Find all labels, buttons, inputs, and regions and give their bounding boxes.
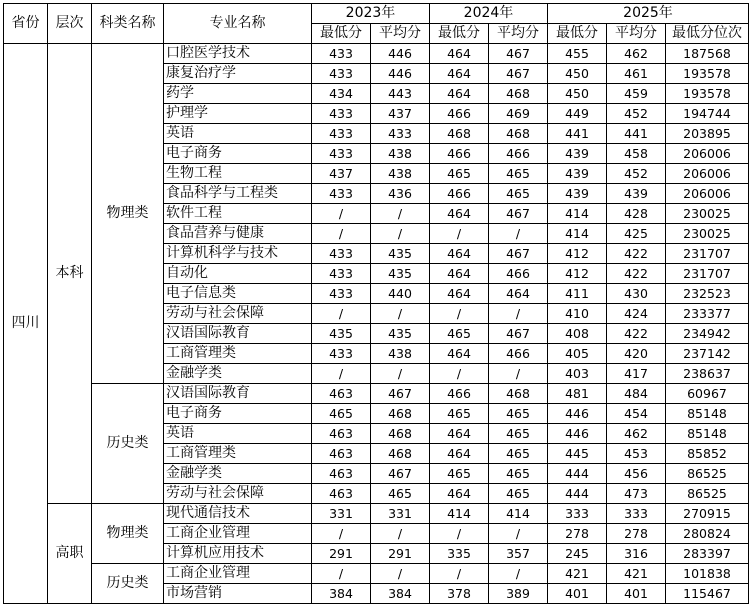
score-2025-avg-cell: 453 [607,444,666,464]
score-2023-avg-cell: 384 [371,584,430,604]
score-2025-avg-cell: 484 [607,384,666,404]
score-2024-avg-cell: 357 [489,544,548,564]
score-2025-min-cell: 410 [548,304,607,324]
major-name-cell: 食品科学与工程类 [164,184,312,204]
score-2023-min-cell: 433 [312,64,371,84]
rank-2025-min-cell: 203895 [666,124,749,144]
score-2024-avg-cell: 465 [489,184,548,204]
score-2024-avg-cell: 467 [489,244,548,264]
header-min-score: 最低分 [312,24,371,44]
major-name-cell: 英语 [164,424,312,444]
major-name-cell: 汉语国际教育 [164,324,312,344]
score-2024-avg-cell: 466 [489,344,548,364]
score-2025-min-cell: 333 [548,504,607,524]
major-name-cell: 现代通信技术 [164,504,312,524]
score-2023-min-cell: 433 [312,184,371,204]
category-cell: 物理类 [92,44,164,384]
score-2025-avg-cell: 462 [607,424,666,444]
score-2025-min-cell: 414 [548,224,607,244]
score-2024-min-cell: / [430,564,489,584]
score-2024-min-cell: 464 [430,244,489,264]
header-row-years [4,4,749,24]
score-2024-min-cell: 466 [430,144,489,164]
major-name-cell: 药学 [164,84,312,104]
score-2025-min-cell: 439 [548,144,607,164]
rank-2025-min-cell: 193578 [666,84,749,104]
score-2024-avg-cell: / [489,224,548,244]
score-2025-avg-cell: 417 [607,364,666,384]
score-2024-min-cell: 464 [430,284,489,304]
score-2023-avg-cell: / [371,224,430,244]
rank-2025-min-cell: 206006 [666,164,749,184]
score-2024-min-cell: 466 [430,184,489,204]
score-2023-avg-cell: 433 [371,124,430,144]
score-2023-avg-cell: 291 [371,544,430,564]
table-body [4,44,749,604]
score-2025-avg-cell: 430 [607,284,666,304]
score-2024-avg-cell: 467 [489,44,548,64]
score-2025-avg-cell: 428 [607,204,666,224]
score-2023-avg-cell: 443 [371,84,430,104]
score-2025-min-cell: 455 [548,44,607,64]
header-avg-score: 平均分 [489,24,548,44]
score-2024-min-cell: 464 [430,344,489,364]
header-min-score: 最低分 [430,24,489,44]
rank-2025-min-cell: 101838 [666,564,749,584]
score-2024-min-cell: 465 [430,324,489,344]
major-name-cell: 口腔医学技术 [164,44,312,64]
header-level: 层次 [48,4,92,44]
score-2025-min-cell: 481 [548,384,607,404]
score-2025-avg-cell: 422 [607,244,666,264]
score-2025-avg-cell: 473 [607,484,666,504]
rank-2025-min-cell: 85852 [666,444,749,464]
score-2024-avg-cell: 464 [489,284,548,304]
score-2024-min-cell: 468 [430,124,489,144]
score-2023-min-cell: 463 [312,464,371,484]
major-name-cell: 工商企业管理 [164,564,312,584]
score-2024-avg-cell: / [489,564,548,584]
score-2025-min-cell: 401 [548,584,607,604]
score-2024-min-cell: / [430,524,489,544]
score-2025-min-cell: 412 [548,244,607,264]
score-2025-avg-cell: 421 [607,564,666,584]
header-year-2024: 2024年 [430,4,548,24]
major-name-cell: 电子信息类 [164,284,312,304]
rank-2025-min-cell: 206006 [666,184,749,204]
header-avg-score: 平均分 [371,24,430,44]
major-name-cell: 电子商务 [164,144,312,164]
score-2023-min-cell: 465 [312,404,371,424]
score-2024-avg-cell: 465 [489,484,548,504]
province-cell: 四川 [4,44,48,604]
score-2023-min-cell: 434 [312,84,371,104]
score-2024-avg-cell: 468 [489,384,548,404]
score-2024-avg-cell: 465 [489,464,548,484]
rank-2025-min-cell: 270915 [666,504,749,524]
score-2025-min-cell: 450 [548,64,607,84]
table-row [4,44,749,64]
score-2025-avg-cell: 461 [607,64,666,84]
header-avg-score: 平均分 [607,24,666,44]
score-2024-avg-cell: 414 [489,504,548,524]
score-2023-min-cell: / [312,524,371,544]
score-2023-avg-cell: / [371,204,430,224]
score-2023-min-cell: 433 [312,284,371,304]
score-2023-avg-cell: 468 [371,404,430,424]
score-2023-avg-cell: 435 [371,324,430,344]
score-2023-min-cell: 384 [312,584,371,604]
table-row [4,384,749,404]
score-2025-min-cell: 421 [548,564,607,584]
score-2023-avg-cell: 438 [371,164,430,184]
rank-2025-min-cell: 193578 [666,64,749,84]
score-2023-avg-cell: 465 [371,484,430,504]
score-2024-min-cell: 335 [430,544,489,564]
score-2025-avg-cell: 462 [607,44,666,64]
score-2023-min-cell: 463 [312,384,371,404]
score-2025-avg-cell: 278 [607,524,666,544]
score-2023-min-cell: 435 [312,324,371,344]
score-2025-min-cell: 412 [548,264,607,284]
score-2023-min-cell: 331 [312,504,371,524]
score-2023-min-cell: 433 [312,264,371,284]
score-2024-min-cell: 465 [430,164,489,184]
score-2024-avg-cell: 468 [489,84,548,104]
score-2025-avg-cell: 401 [607,584,666,604]
score-2024-min-cell: / [430,364,489,384]
score-2023-min-cell: 437 [312,164,371,184]
major-name-cell: 食品营养与健康 [164,224,312,244]
score-2024-min-cell: 465 [430,464,489,484]
score-2023-min-cell: 433 [312,344,371,364]
major-name-cell: 自动化 [164,264,312,284]
score-2025-avg-cell: 458 [607,144,666,164]
score-2025-min-cell: 446 [548,424,607,444]
rank-2025-min-cell: 232523 [666,284,749,304]
major-name-cell: 计算机科学与技术 [164,244,312,264]
major-name-cell: 汉语国际教育 [164,384,312,404]
score-2024-min-cell: 464 [430,444,489,464]
major-name-cell: 生物工程 [164,164,312,184]
score-2025-avg-cell: 420 [607,344,666,364]
rank-2025-min-cell: 234942 [666,324,749,344]
score-2024-min-cell: 464 [430,424,489,444]
score-2023-avg-cell: 446 [371,44,430,64]
header-major: 专业名称 [164,4,312,44]
header-min-rank: 最低分位次 [666,24,749,44]
score-2023-avg-cell: 468 [371,444,430,464]
score-2024-avg-cell: 389 [489,584,548,604]
score-2023-min-cell: 433 [312,104,371,124]
major-name-cell: 金融学类 [164,364,312,384]
score-2023-avg-cell: 436 [371,184,430,204]
rank-2025-min-cell: 86525 [666,464,749,484]
score-2024-avg-cell: 467 [489,204,548,224]
score-2025-min-cell: 405 [548,344,607,364]
score-2024-min-cell: 464 [430,44,489,64]
score-2025-avg-cell: 441 [607,124,666,144]
score-2023-min-cell: 433 [312,44,371,64]
score-2023-avg-cell: 438 [371,344,430,364]
score-2025-avg-cell: 422 [607,324,666,344]
level-cell: 高职 [48,504,92,604]
score-2024-avg-cell: 465 [489,164,548,184]
header-province: 省份 [4,4,48,44]
major-name-cell: 劳动与社会保障 [164,304,312,324]
score-2024-avg-cell: / [489,524,548,544]
score-2024-avg-cell: 467 [489,64,548,84]
score-2023-min-cell: / [312,304,371,324]
score-2025-min-cell: 245 [548,544,607,564]
score-2025-avg-cell: 439 [607,184,666,204]
score-2024-avg-cell: / [489,364,548,384]
score-2023-min-cell: 433 [312,244,371,264]
category-cell: 历史类 [92,384,164,504]
rank-2025-min-cell: 237142 [666,344,749,364]
major-name-cell: 电子商务 [164,404,312,424]
score-2023-avg-cell: / [371,524,430,544]
score-2024-avg-cell: 465 [489,444,548,464]
score-2023-avg-cell: 435 [371,244,430,264]
rank-2025-min-cell: 230025 [666,204,749,224]
rank-2025-min-cell: 238637 [666,364,749,384]
score-2025-min-cell: 414 [548,204,607,224]
score-2025-avg-cell: 452 [607,164,666,184]
major-name-cell: 劳动与社会保障 [164,484,312,504]
score-2024-min-cell: 464 [430,84,489,104]
major-name-cell: 工商管理类 [164,444,312,464]
header-year-2025: 2025年 [548,4,749,24]
score-2023-min-cell: / [312,564,371,584]
score-2023-avg-cell: 446 [371,64,430,84]
score-2025-avg-cell: 454 [607,404,666,424]
category-cell: 物理类 [92,504,164,564]
score-2024-min-cell: 414 [430,504,489,524]
score-2025-min-cell: 445 [548,444,607,464]
score-2023-min-cell: / [312,224,371,244]
major-name-cell: 市场营销 [164,584,312,604]
score-2024-avg-cell: / [489,304,548,324]
table-row [4,504,749,524]
rank-2025-min-cell: 194744 [666,104,749,124]
major-name-cell: 工商管理类 [164,344,312,364]
score-2023-avg-cell: / [371,364,430,384]
score-2023-min-cell: 463 [312,424,371,444]
score-2024-avg-cell: 469 [489,104,548,124]
table-row [4,564,749,584]
category-cell: 历史类 [92,564,164,604]
major-name-cell: 英语 [164,124,312,144]
score-2025-avg-cell: 333 [607,504,666,524]
rank-2025-min-cell: 283397 [666,544,749,564]
score-2023-avg-cell: 331 [371,504,430,524]
score-2025-avg-cell: 425 [607,224,666,244]
score-2025-min-cell: 450 [548,84,607,104]
score-2025-min-cell: 439 [548,164,607,184]
score-2024-avg-cell: 465 [489,404,548,424]
rank-2025-min-cell: 85148 [666,424,749,444]
score-2023-avg-cell: 467 [371,384,430,404]
score-2023-avg-cell: 467 [371,464,430,484]
rank-2025-min-cell: 85148 [666,404,749,424]
level-cell: 本科 [48,44,92,504]
major-name-cell: 工商企业管理 [164,524,312,544]
score-2025-min-cell: 446 [548,404,607,424]
score-2025-min-cell: 441 [548,124,607,144]
score-2023-min-cell: 433 [312,144,371,164]
score-2023-min-cell: 433 [312,124,371,144]
score-2023-min-cell: 463 [312,444,371,464]
score-2025-min-cell: 278 [548,524,607,544]
score-2025-min-cell: 449 [548,104,607,124]
score-2024-min-cell: 464 [430,64,489,84]
major-name-cell: 护理学 [164,104,312,124]
score-2024-min-cell: 466 [430,384,489,404]
rank-2025-min-cell: 86525 [666,484,749,504]
score-2023-min-cell: 463 [312,484,371,504]
rank-2025-min-cell: 60967 [666,384,749,404]
score-2024-min-cell: 464 [430,264,489,284]
rank-2025-min-cell: 115467 [666,584,749,604]
rank-2025-min-cell: 231707 [666,244,749,264]
score-2024-avg-cell: 465 [489,424,548,444]
score-2025-min-cell: 408 [548,324,607,344]
major-name-cell: 金融学类 [164,464,312,484]
score-2024-min-cell: 466 [430,104,489,124]
rank-2025-min-cell: 187568 [666,44,749,64]
score-2023-avg-cell: 468 [371,424,430,444]
header-category: 科类名称 [92,4,164,44]
score-2023-min-cell: / [312,364,371,384]
score-2024-min-cell: 465 [430,404,489,424]
score-2025-min-cell: 444 [548,464,607,484]
score-2025-min-cell: 403 [548,364,607,384]
score-2025-avg-cell: 456 [607,464,666,484]
score-2024-min-cell: / [430,304,489,324]
score-2024-avg-cell: 466 [489,264,548,284]
score-2023-avg-cell: 440 [371,284,430,304]
score-2025-avg-cell: 316 [607,544,666,564]
rank-2025-min-cell: 230025 [666,224,749,244]
score-2024-avg-cell: 466 [489,144,548,164]
score-2024-avg-cell: 467 [489,324,548,344]
major-name-cell: 计算机应用技术 [164,544,312,564]
score-2023-min-cell: 291 [312,544,371,564]
header-min-score: 最低分 [548,24,607,44]
score-2025-avg-cell: 459 [607,84,666,104]
score-2023-avg-cell: / [371,564,430,584]
score-2024-min-cell: 464 [430,484,489,504]
admission-score-table [3,3,749,604]
score-2023-avg-cell: 438 [371,144,430,164]
rank-2025-min-cell: 206006 [666,144,749,164]
score-2023-min-cell: / [312,204,371,224]
score-2025-avg-cell: 452 [607,104,666,124]
score-2025-min-cell: 439 [548,184,607,204]
score-2025-avg-cell: 422 [607,264,666,284]
rank-2025-min-cell: 233377 [666,304,749,324]
score-2023-avg-cell: 437 [371,104,430,124]
rank-2025-min-cell: 280824 [666,524,749,544]
score-2025-min-cell: 444 [548,484,607,504]
score-2024-min-cell: 378 [430,584,489,604]
score-2023-avg-cell: / [371,304,430,324]
score-2025-avg-cell: 424 [607,304,666,324]
score-2024-avg-cell: 468 [489,124,548,144]
score-2024-min-cell: 464 [430,204,489,224]
score-2024-min-cell: / [430,224,489,244]
header-year-2023: 2023年 [312,4,430,24]
score-2023-avg-cell: 435 [371,264,430,284]
major-name-cell: 软件工程 [164,204,312,224]
rank-2025-min-cell: 231707 [666,264,749,284]
score-2025-min-cell: 411 [548,284,607,304]
major-name-cell: 康复治疗学 [164,64,312,84]
